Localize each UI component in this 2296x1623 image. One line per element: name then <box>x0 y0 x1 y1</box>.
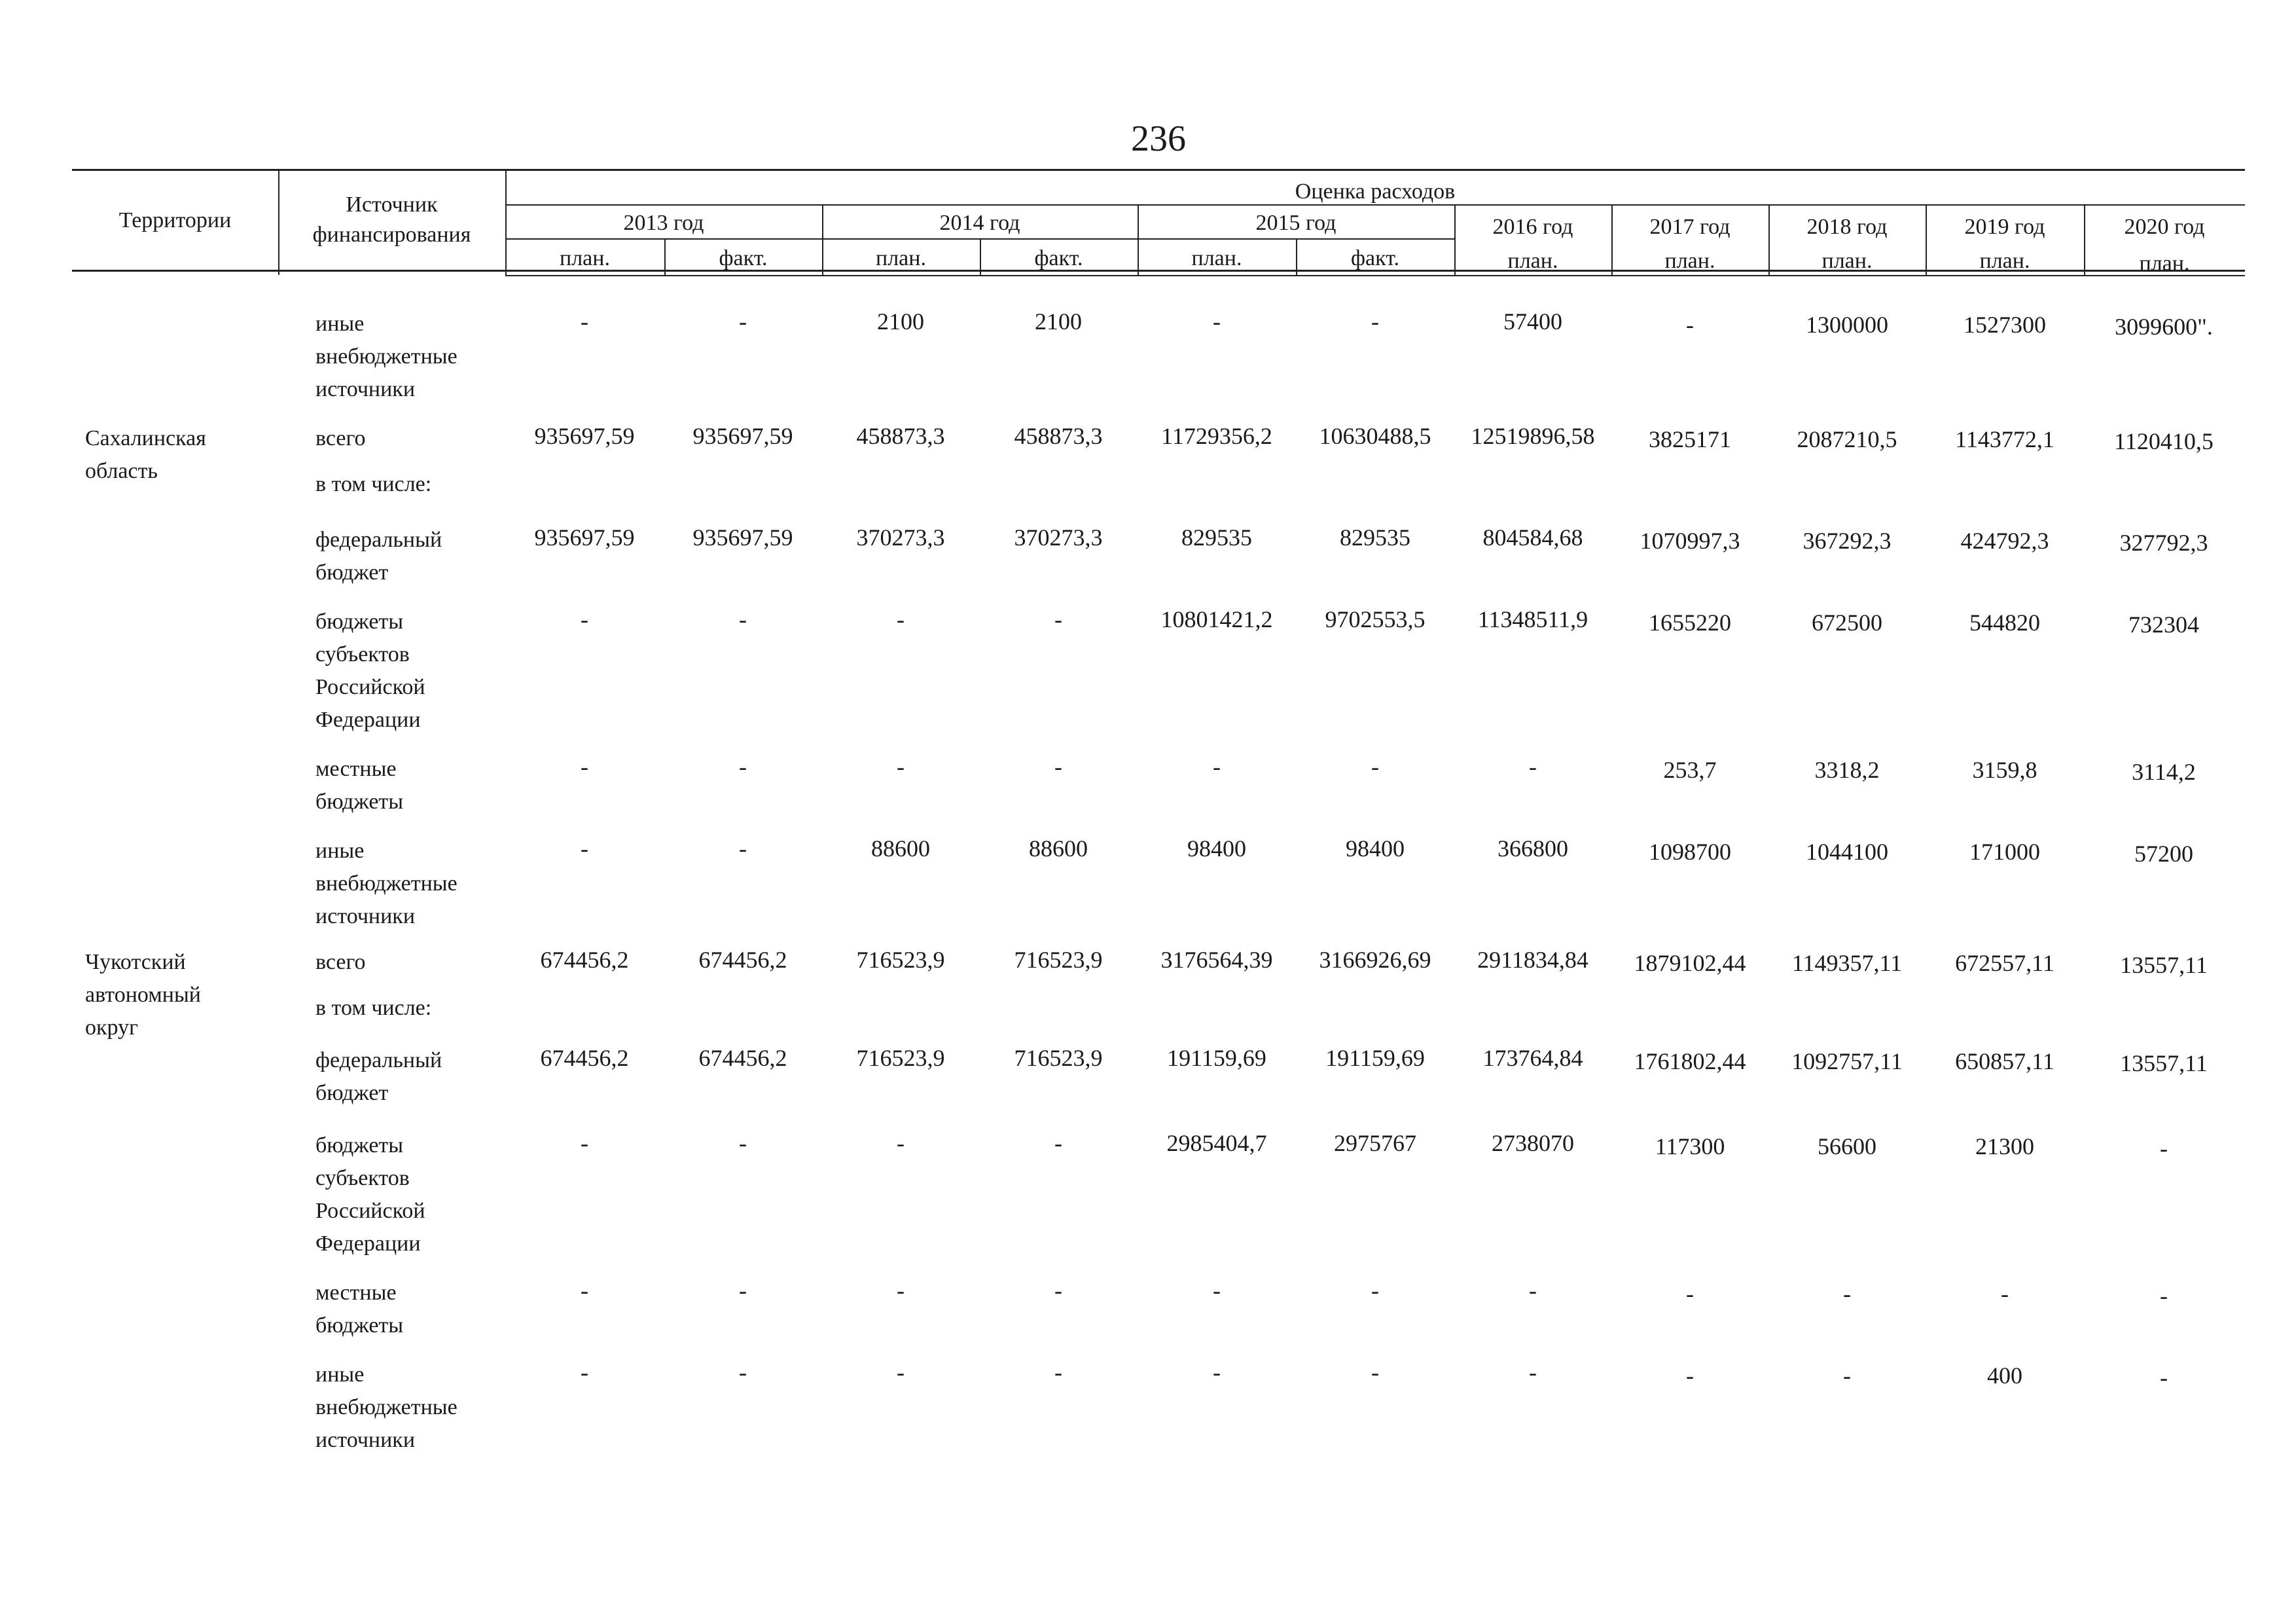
table-cell: 458873,3 <box>1014 423 1103 449</box>
funding-source: внебюджетные <box>315 1395 457 1419</box>
table-cell: - <box>1054 606 1062 632</box>
table-cell: 732304 <box>2128 611 2199 638</box>
table-cell: - <box>581 308 588 335</box>
table-cell: 2100 <box>877 308 924 335</box>
table-cell: - <box>739 754 747 780</box>
table-cell: 935697,59 <box>534 423 635 449</box>
plan-subheader: план. <box>2139 251 2190 276</box>
table-cell: - <box>581 606 588 632</box>
table-cell: 3318,2 <box>1814 757 1880 783</box>
fact-subheader: факт. <box>1351 246 1399 270</box>
funding-source: в том числе: <box>315 472 432 496</box>
table-cell: - <box>581 1359 588 1385</box>
table-cell: 1092757,11 <box>1791 1048 1903 1074</box>
table-cell: - <box>1843 1281 1851 1307</box>
table-cell: 367292,3 <box>1803 528 1892 554</box>
table-cell: 829535 <box>1181 524 1252 551</box>
table-cell: 13557,11 <box>2120 1050 2208 1076</box>
table-cell: 3166926,69 <box>1319 947 1431 973</box>
fact-subheader: факт. <box>719 246 768 270</box>
table-cell: 650857,11 <box>1955 1048 2054 1074</box>
table-cell: 1879102,44 <box>1634 950 1746 976</box>
funding-source: в том числе: <box>315 996 432 1020</box>
table-cell: 3825171 <box>1649 426 1731 452</box>
table-cell: - <box>2001 1281 2009 1307</box>
year-header: 2018 год <box>1806 215 1888 239</box>
table-cell: 10801421,2 <box>1160 606 1273 632</box>
funding-source: местные <box>315 757 397 781</box>
table-cell: - <box>739 606 747 632</box>
table-cell: 2911834,84 <box>1477 947 1588 973</box>
table-cell: - <box>581 835 588 862</box>
table-cell: 88600 <box>871 835 930 862</box>
table-cell: - <box>897 606 905 632</box>
table-cell: - <box>739 835 747 862</box>
funding-source: бюджеты <box>315 1133 404 1158</box>
plan-subheader: план. <box>1191 246 1242 270</box>
table-cell: - <box>739 308 747 335</box>
funding-source: иные <box>315 1362 365 1387</box>
table-cell: - <box>581 754 588 780</box>
funding-source: источники <box>315 1428 416 1452</box>
table-cell: - <box>2160 1364 2168 1391</box>
table-cell: 716523,9 <box>856 1045 945 1071</box>
table-cell: - <box>1686 1362 1694 1389</box>
table-cell: 935697,59 <box>692 423 793 449</box>
plan-subheader: план. <box>1979 249 2030 273</box>
table-cell: 2100 <box>1035 308 1082 335</box>
funding-source: всего <box>315 950 366 974</box>
table-cell: - <box>1054 754 1062 780</box>
table-cell: 400 <box>1987 1362 2022 1389</box>
table-cell: - <box>1213 754 1221 780</box>
territory-name: область <box>85 459 158 483</box>
table-cell: - <box>2160 1283 2168 1309</box>
table-cell: 829535 <box>1340 524 1410 551</box>
funding-source: всего <box>315 426 366 450</box>
funding-source: Российской <box>315 1199 425 1223</box>
table-cell: 191159,69 <box>1325 1045 1425 1071</box>
table-cell: 935697,59 <box>692 524 793 551</box>
table-cell: - <box>897 754 905 780</box>
year-header: 2015 год <box>1255 211 1336 235</box>
table-cell: - <box>1686 312 1694 338</box>
table-cell: - <box>1843 1362 1851 1389</box>
year-header: 2016 год <box>1492 215 1573 239</box>
table-cell: 672500 <box>1812 610 1882 636</box>
table-cell: 11729356,2 <box>1161 423 1272 449</box>
table-cell: 370273,3 <box>1014 524 1103 551</box>
table-cell: 2975767 <box>1334 1130 1416 1156</box>
funding-source: субъектов <box>315 1166 410 1190</box>
table-cell: 3099600". <box>2115 314 2213 340</box>
table-cell: - <box>897 1277 905 1304</box>
table-cell: - <box>1054 1130 1062 1156</box>
table-cell: - <box>1371 1359 1379 1385</box>
territory-name: округ <box>85 1015 139 1040</box>
table-cell: 935697,59 <box>534 524 635 551</box>
funding-source: бюджет <box>315 1081 389 1105</box>
plan-subheader: план. <box>560 246 610 270</box>
table-cell: 1120410,5 <box>2114 428 2214 454</box>
funding-source: бюджеты <box>315 610 404 634</box>
table-cell: 672557,11 <box>1955 950 2054 976</box>
table-cell: 1044100 <box>1806 839 1888 865</box>
table-cell: - <box>1213 308 1221 335</box>
table-cell: 1527300 <box>1964 312 2046 338</box>
table-cell: 117300 <box>1655 1133 1725 1159</box>
estimate-header: Оценка расходов <box>1295 179 1456 204</box>
plan-subheader: план. <box>876 246 926 270</box>
table-cell: - <box>1213 1359 1221 1385</box>
territory-name: Сахалинская <box>85 426 206 450</box>
funding-source: внебюджетные <box>315 344 457 369</box>
year-header: 2014 год <box>939 211 1020 235</box>
table-cell: - <box>1054 1359 1062 1385</box>
fact-subheader: факт. <box>1034 246 1083 270</box>
table-cell: 13557,11 <box>2120 952 2208 978</box>
table-cell: 1070997,3 <box>1640 528 1740 554</box>
funding-source: субъектов <box>315 642 410 666</box>
table-cell: - <box>2160 1135 2168 1161</box>
funding-source: бюджеты <box>315 790 404 814</box>
table-cell: 21300 <box>1975 1133 2034 1159</box>
table-cell: - <box>1371 1277 1379 1304</box>
table-cell: 3159,8 <box>1972 757 2037 783</box>
table-cell: 88600 <box>1029 835 1088 862</box>
table-cell: 674456,2 <box>698 1045 787 1071</box>
table-cell: 544820 <box>1969 610 2040 636</box>
table-cell: - <box>1054 1277 1062 1304</box>
table-cell: 370273,3 <box>856 524 945 551</box>
table-cell: - <box>1529 754 1537 780</box>
source-header-line1: Источник <box>346 192 438 217</box>
table-cell: - <box>739 1359 747 1385</box>
table-cell: 11348511,9 <box>1477 606 1588 632</box>
table-cell: 57200 <box>2134 841 2193 867</box>
funding-source: источники <box>315 377 416 401</box>
source-header-line2: финансирования <box>312 223 471 247</box>
table-cell: 1761802,44 <box>1634 1048 1746 1074</box>
table-cell: 674456,2 <box>540 1045 629 1071</box>
table-cell: 9702553,5 <box>1325 606 1426 632</box>
table-cell: 3114,2 <box>2132 759 2196 785</box>
funding-source: иные <box>315 839 365 863</box>
table-cell: - <box>1371 754 1379 780</box>
table-cell: 57400 <box>1503 308 1562 335</box>
table-cell: 3176564,39 <box>1160 947 1273 973</box>
table-cell: 1655220 <box>1649 610 1731 636</box>
table-cell: 1300000 <box>1806 312 1888 338</box>
table-cell: 458873,3 <box>856 423 945 449</box>
table-cell: 191159,69 <box>1167 1045 1266 1071</box>
funding-source: бюджет <box>315 560 389 585</box>
table-cell: - <box>581 1277 588 1304</box>
year-header: 2017 год <box>1649 215 1731 239</box>
territory-name: автономный <box>85 983 202 1007</box>
table-cell: - <box>581 1130 588 1156</box>
table-cell: - <box>897 1359 905 1385</box>
plan-subheader: план. <box>1821 249 1873 273</box>
funding-source: федеральный <box>315 528 442 552</box>
table-cell: 171000 <box>1969 839 2040 865</box>
year-header: 2019 год <box>1964 215 2045 239</box>
funding-source: местные <box>315 1281 397 1305</box>
table-cell: 2738070 <box>1492 1130 1574 1156</box>
table-cell: - <box>739 1277 747 1304</box>
year-header: 2013 год <box>623 211 704 235</box>
table-cell: - <box>897 1130 905 1156</box>
funding-source: Федерации <box>315 708 421 732</box>
table-cell: 12519896,58 <box>1471 423 1595 449</box>
header-top-rule <box>72 169 2245 171</box>
table-cell: 674456,2 <box>698 947 787 973</box>
territory-name: Чукотский <box>85 950 186 974</box>
table-cell: 10630488,5 <box>1319 423 1431 449</box>
table-cell: 98400 <box>1187 835 1246 862</box>
funding-source: внебюджетные <box>315 871 457 896</box>
table-cell: 674456,2 <box>540 947 629 973</box>
table-cell: 98400 <box>1346 835 1405 862</box>
year-header: 2020 год <box>2124 215 2205 239</box>
table-cell: - <box>1371 308 1379 335</box>
table-cell: - <box>1686 1281 1694 1307</box>
funding-source: бюджеты <box>315 1313 404 1338</box>
table-cell: - <box>1213 1277 1221 1304</box>
plan-subheader: план. <box>1664 249 1715 273</box>
table-cell: 327792,3 <box>2119 530 2208 556</box>
table-cell: 1143772,1 <box>1955 426 2054 452</box>
table-cell: 1149357,11 <box>1791 950 1903 976</box>
table-cell: - <box>1529 1359 1537 1385</box>
table-cell: - <box>1529 1277 1537 1304</box>
table-cell: 2985404,7 <box>1166 1130 1267 1156</box>
table-cell: 424792,3 <box>1960 528 2049 554</box>
territories-header: Территории <box>118 208 232 232</box>
funding-source: источники <box>315 904 416 928</box>
table-cell: 366800 <box>1498 835 1568 862</box>
table-cell: 804584,68 <box>1482 524 1583 551</box>
table-cell: 2087210,5 <box>1797 426 1897 452</box>
table-cell: 253,7 <box>1663 757 1717 783</box>
table-cell: - <box>739 1130 747 1156</box>
funding-source: Федерации <box>315 1231 421 1256</box>
funding-source: федеральный <box>315 1048 442 1072</box>
table-cell: 173764,84 <box>1482 1045 1583 1071</box>
page-number: 236 <box>1131 119 1186 159</box>
funding-source: иные <box>315 312 365 336</box>
table-cell: 716523,9 <box>1014 1045 1103 1071</box>
table-cell: 716523,9 <box>1014 947 1103 973</box>
table-cell: 716523,9 <box>856 947 945 973</box>
table-cell: 1098700 <box>1649 839 1731 865</box>
table-cell: 56600 <box>1818 1133 1876 1159</box>
funding-source: Российской <box>315 675 425 699</box>
plan-subheader: план. <box>1507 249 1558 273</box>
